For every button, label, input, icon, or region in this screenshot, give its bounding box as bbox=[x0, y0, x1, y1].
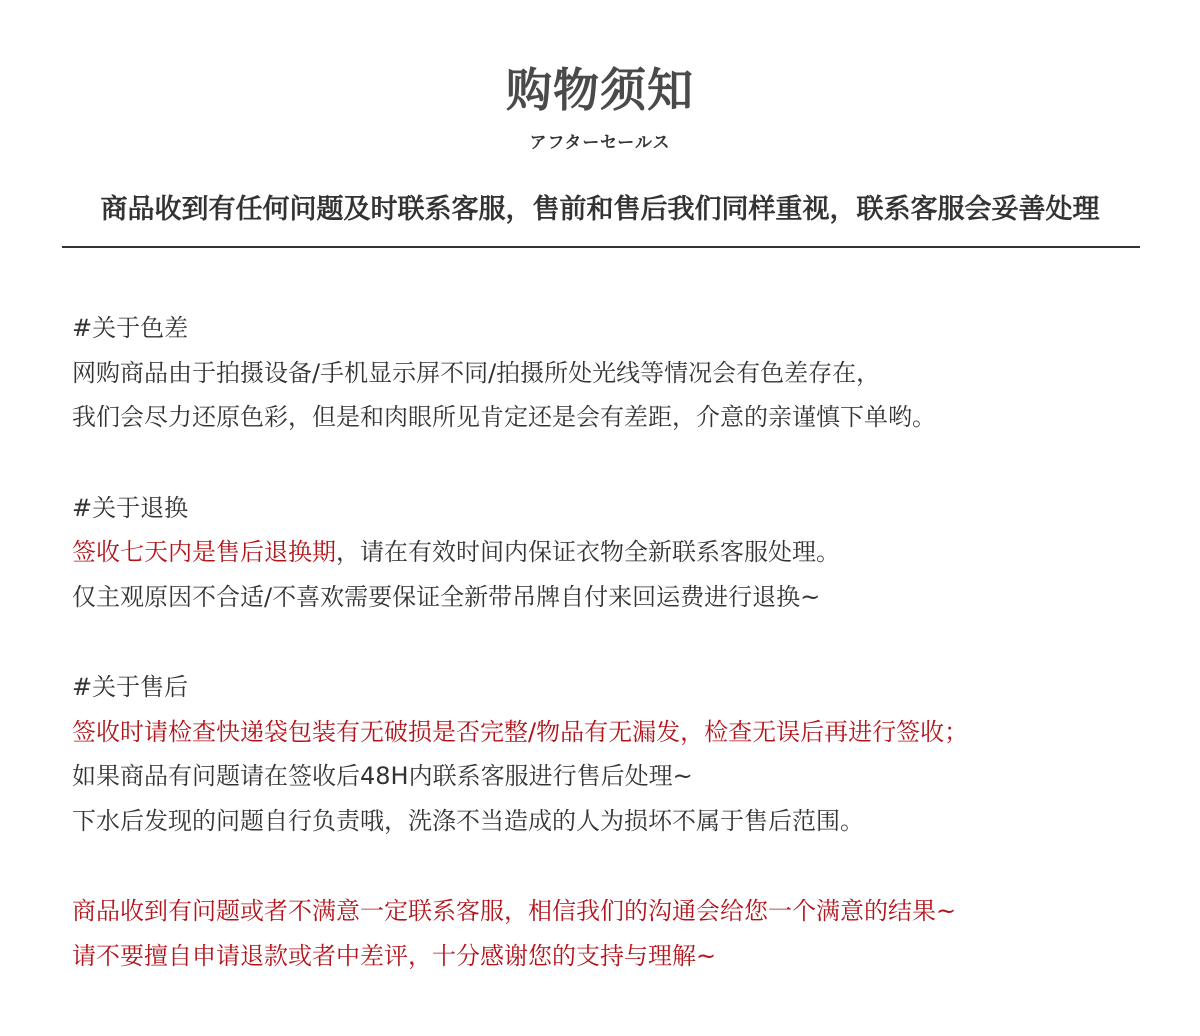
section-heading: #关于色差 bbox=[72, 314, 189, 342]
page-title: 购物须知 bbox=[506, 63, 694, 117]
highlight-text: 请不要擅自申请退款或者中差评，十分感谢您的支持与理解~ bbox=[72, 941, 717, 970]
section-returns bbox=[72, 486, 1172, 620]
page-tagline: 商品收到有任何问题及时联系客服，售前和售后我们同样重视，联系客服会妥善处理 bbox=[100, 194, 1100, 225]
spacer bbox=[72, 843, 1172, 889]
section-heading: #关于退换 bbox=[72, 493, 189, 522]
highlight-text: 签收时请检查快递袋包装有无破损是否完整/物品有无漏发，检查无误后再进行签收； bbox=[72, 717, 969, 746]
spacer bbox=[72, 619, 1172, 665]
section-after-sales bbox=[72, 665, 1172, 843]
section-text-rest: ，请在有效时间内保证衣物全新联系客服处理。 bbox=[336, 538, 840, 566]
spacer bbox=[72, 440, 1172, 486]
highlight-text: 签收七天内是售后退换期 bbox=[72, 538, 336, 566]
section-closing bbox=[72, 889, 1172, 978]
section-text bbox=[72, 530, 1172, 575]
section-text: 我们会尽力还原色彩，但是和肉眼所见肯定还是会有差距，介意的亲谨慎下单哟。 bbox=[72, 403, 936, 431]
section-text: 下水后发现的问题自行负责哦，洗涤不当造成的人为损坏不属于售后范围。 bbox=[72, 806, 864, 835]
divider bbox=[62, 246, 1140, 248]
section-text: 仅主观原因不合适/不喜欢需要保证全新带吊牌自付来回运费进行退换~ bbox=[72, 582, 821, 611]
section-heading: #关于售后 bbox=[72, 673, 189, 701]
notice-content bbox=[72, 306, 1172, 978]
highlight-text: 商品收到有问题或者不满意一定联系客服，相信我们的沟通会给您一个满意的结果~ bbox=[72, 897, 957, 925]
section-text: 网购商品由于拍摄设备/手机显示屏不同/拍摄所处光线等情况会有色差存在， bbox=[72, 358, 881, 387]
page-subtitle: アフターセールス bbox=[529, 133, 671, 153]
section-color-difference bbox=[72, 306, 1172, 440]
section-text: 如果商品有问题请在签收后48H内联系客服进行售后处理~ bbox=[72, 762, 693, 790]
